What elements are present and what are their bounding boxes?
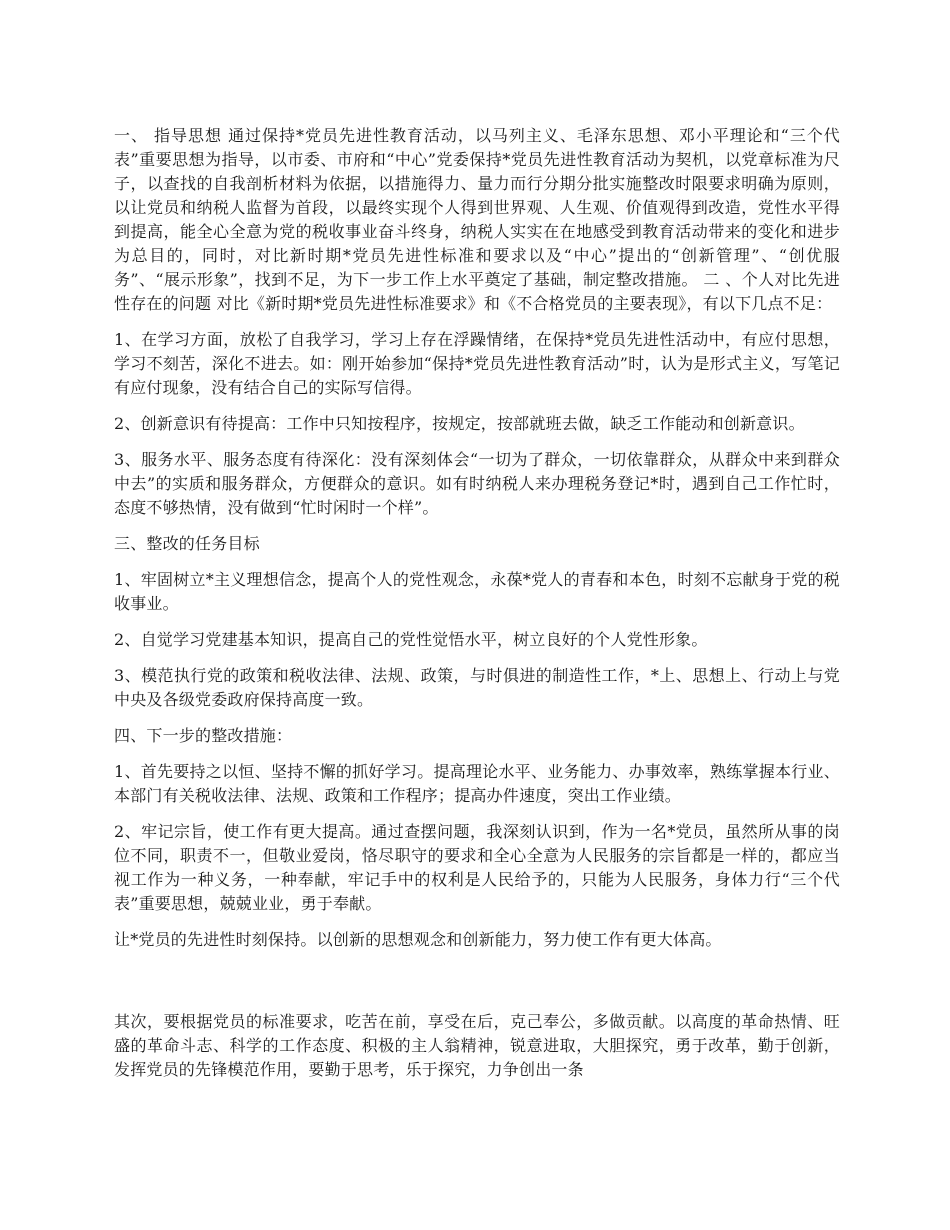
document-page <box>114 124 840 1094</box>
paragraph-keep-advanced: 让*党员的先进性时刻保持。以创新的思想观念和创新能力，努力使工作有更大体高。 <box>114 930 722 949</box>
section-heading-measures: 四、下一步的整改措施： <box>114 726 293 745</box>
paragraph-problem-3: 3、服务水平、服务态度有待深化：没有深刻体会“一切为了群众，一切依靠群众，从群众中来到群众中去”的实质和服务群众，方便群众的意识。如有时纳税人来办理税务登记*时，遇到自己工作忙时，态度不够热情，没有做到“忙时闲时一个样”。 <box>114 450 840 517</box>
paragraph-guiding-thought: 一、 指导思想 通过保持*党员先进性教育活动，以马列主义、毛泽东思想、邓小平理论和“三个代表”重要思想为指导，以市委、市府和“中心”党委保持*党员先进性教育活动为契机，以党章标准为尺子，以查找的自我剖析材料为依据，以措施得力、量力而行分期分批实施整改时限要求明确为原则，以让党员和纳税人监督为首段，以最终实现个人得到世界观、人生观、价值观得到改造，党性水平得到提高，能全心全意为党的税收事业奋斗终身，纳税人实实在在地感受到教育活动带来的变化和进步为总目的，同时，对比新时期*党员先进性标准和要求以及“中心”提出的“创新管理”、“创优服务”、“展示形象”，找到不足，为下一步工作上水平奠定了基础，制定整改措施。 二 、个人对比先进性存在的问题 对比《新时期*党员先进性标准要求》和《不合格党员的主要表现》，有以下几点不足： <box>114 126 840 313</box>
section-heading-goals: 三、整改的任务目标 <box>114 534 260 553</box>
paragraph-measure-1: 1、首先要持之以恒、坚持不懈的抓好学习。提高理论水平、业务能力、办事效率，熟练掌握本行业、本部门有关税收法律、法规、政策和工作程序；提高办件速度，突出工作业绩。 <box>114 762 840 805</box>
blank-spacer <box>114 964 840 1010</box>
paragraph-goal-3: 3、模范执行党的政策和税收法律、法规、政策，与时俱进的制造性工作，*上、思想上、行动上与党中央及各级党委政府保持高度一致。 <box>114 666 840 709</box>
paragraph-goal-2: 2、自觉学习党建基本知识，提高自己的党性觉悟水平，树立良好的个人党性形象。 <box>114 630 708 649</box>
paragraph-secondly: 其次，要根据党员的标准要求，吃苦在前，享受在后，克己奉公，多做贡献。以高度的革命热情、旺盛的革命斗志、科学的工作态度、积极的主人翁精神，锐意进取，大胆探究，勇于改革，勤于创新，发挥党员的先锋模范作用，要勤于思考，乐于探究，力争创出一条 <box>114 1012 840 1079</box>
paragraph-measure-2: 2、牢记宗旨，使工作有更大提高。通过查摆问题，我深刻认识到，作为一名*党员，虽然所从事的岗位不同，职责不一，但敬业爱岗，恪尽职守的要求和全心全意为人民服务的宗旨都是一样的，都应当视工作为一种义务，一种奉献，牢记手中的权利是人民给予的，只能为人民服务，身体力行“三个代表”重要思想，兢兢业业，勇于奉献。 <box>114 822 840 913</box>
paragraph-problem-2: 2、创新意识有待提高：工作中只知按程序，按规定，按部就班去做，缺乏工作能动和创新意识。 <box>114 414 805 433</box>
paragraph-goal-1: 1、牢固树立*主义理想信念，提高个人的党性观念，永葆*党人的青春和本色，时刻不忘献身于党的税收事业。 <box>114 570 840 613</box>
paragraph-problem-1: 1、在学习方面，放松了自我学习，学习上存在浮躁情绪，在保持*党员先进性活动中，有应付思想，学习不刻苦，深化不进去。如：刚开始参加“保持*党员先进性教育活动”时，认为是形式主义，写笔记有应付现象，没有结合自己的实际写信得。 <box>114 330 840 397</box>
